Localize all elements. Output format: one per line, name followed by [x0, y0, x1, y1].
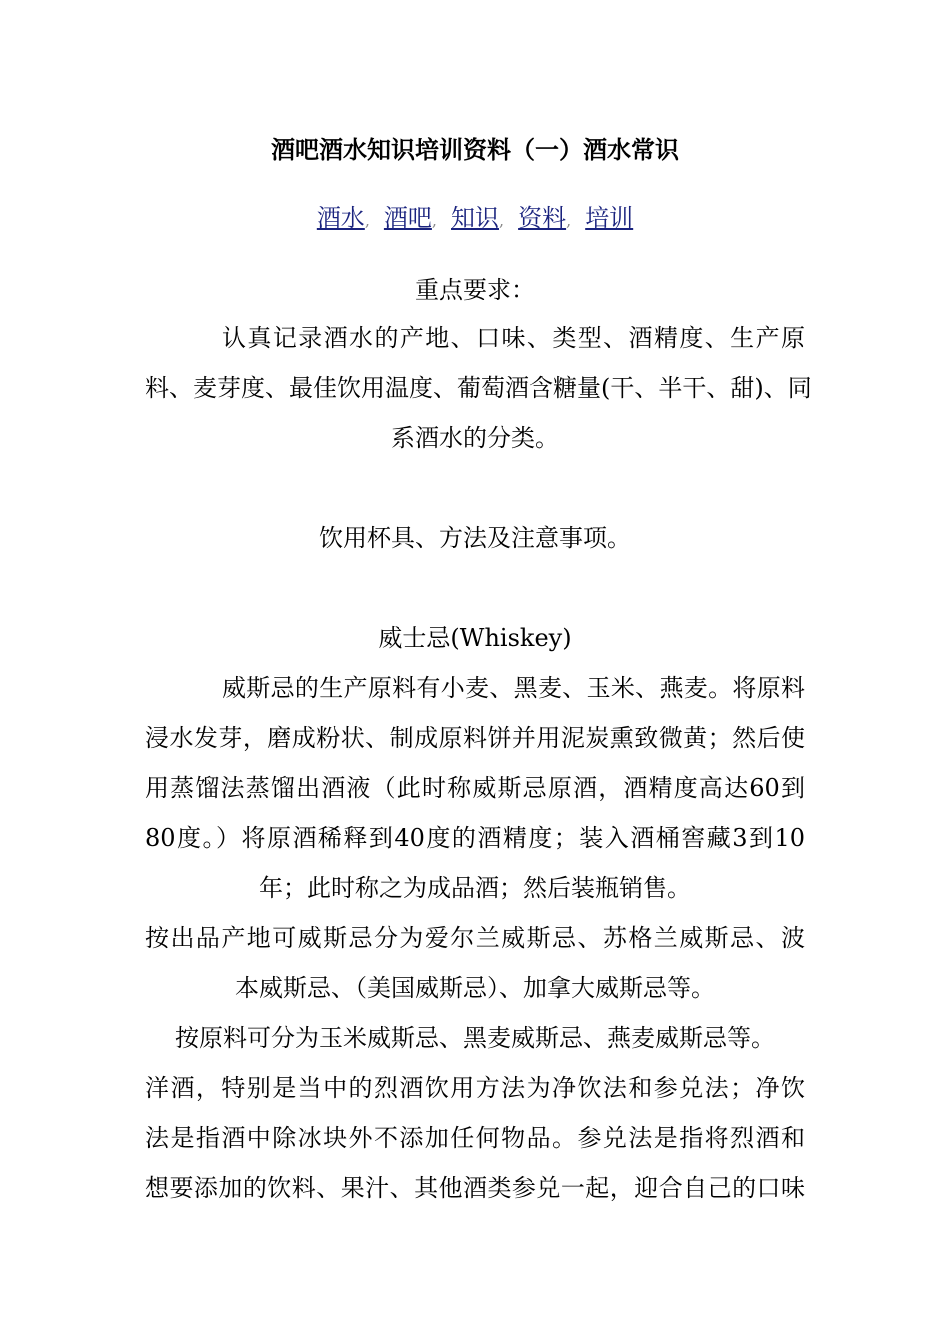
requirements-line: 认真记录酒水的产地、口味、类型、酒精度、生产原	[222, 324, 805, 352]
requirements-heading: 重点要求：	[415, 276, 535, 304]
requirements-line: 料、麦芽度、最佳饮用温度、葡萄酒含糖量(干、半干、甜)、同	[145, 374, 812, 402]
tag-separator: ,	[364, 211, 370, 230]
tag-link-jiushui[interactable]: 酒水	[316, 204, 365, 232]
tag-link-jiuba[interactable]: 酒吧	[383, 204, 432, 232]
whiskey-line: 用蒸馏法蒸馏出酒液（此时称威斯忌原酒，酒精度高达60到	[145, 774, 805, 802]
whiskey-line: 威斯忌的生产原料有小麦、黑麦、玉米、燕麦。将原料	[222, 674, 805, 702]
whiskey-line: 按出品产地可威斯忌分为爱尔兰威斯忌、苏格兰威斯忌、波	[145, 924, 805, 952]
tag-separator: ,	[499, 211, 505, 230]
requirements-line: 系酒水的分类。	[391, 424, 559, 452]
whiskey-line: 80度。）将原酒稀释到40度的酒精度；装入酒桶窖藏3到10	[145, 824, 805, 852]
whiskey-line: 本威斯忌、（美国威斯忌）、加拿大威斯忌等。	[235, 974, 715, 1002]
whiskey-line: 想要添加的饮料、果汁、其他酒类参兑一起，迎合自己的口味	[145, 1174, 805, 1202]
whiskey-heading: 威士忌(Whiskey)	[378, 624, 572, 652]
tag-link-peixun[interactable]: 培训	[585, 204, 634, 232]
tag-link-zhishi[interactable]: 知识	[451, 204, 499, 232]
whiskey-line: 法是指酒中除冰块外不添加任何物品。参兑法是指将烈酒和	[145, 1124, 805, 1152]
whiskey-line: 按原料可分为玉米威斯忌、黑麦威斯忌、燕麦威斯忌等。	[175, 1024, 775, 1052]
whiskey-line: 年；此时称之为成品酒；然后装瓶销售。	[259, 874, 691, 902]
document-title: 酒吧酒水知识培训资料（一）酒水常识	[271, 135, 679, 164]
tag-link-ziliao[interactable]: 资料	[518, 204, 567, 232]
drinking-heading: 饮用杯具、方法及注意事项。	[319, 524, 631, 552]
tag-separator: ,	[431, 211, 437, 230]
tag-separator: ,	[566, 211, 572, 230]
whiskey-line: 洋酒，特别是当中的烈酒饮用方法为净饮法和参兑法；净饮	[145, 1074, 805, 1102]
tag-list	[0, 200, 950, 239]
whiskey-line: 浸水发芽，磨成粉状、制成原料饼并用泥炭熏致微黄；然后使	[145, 724, 805, 752]
